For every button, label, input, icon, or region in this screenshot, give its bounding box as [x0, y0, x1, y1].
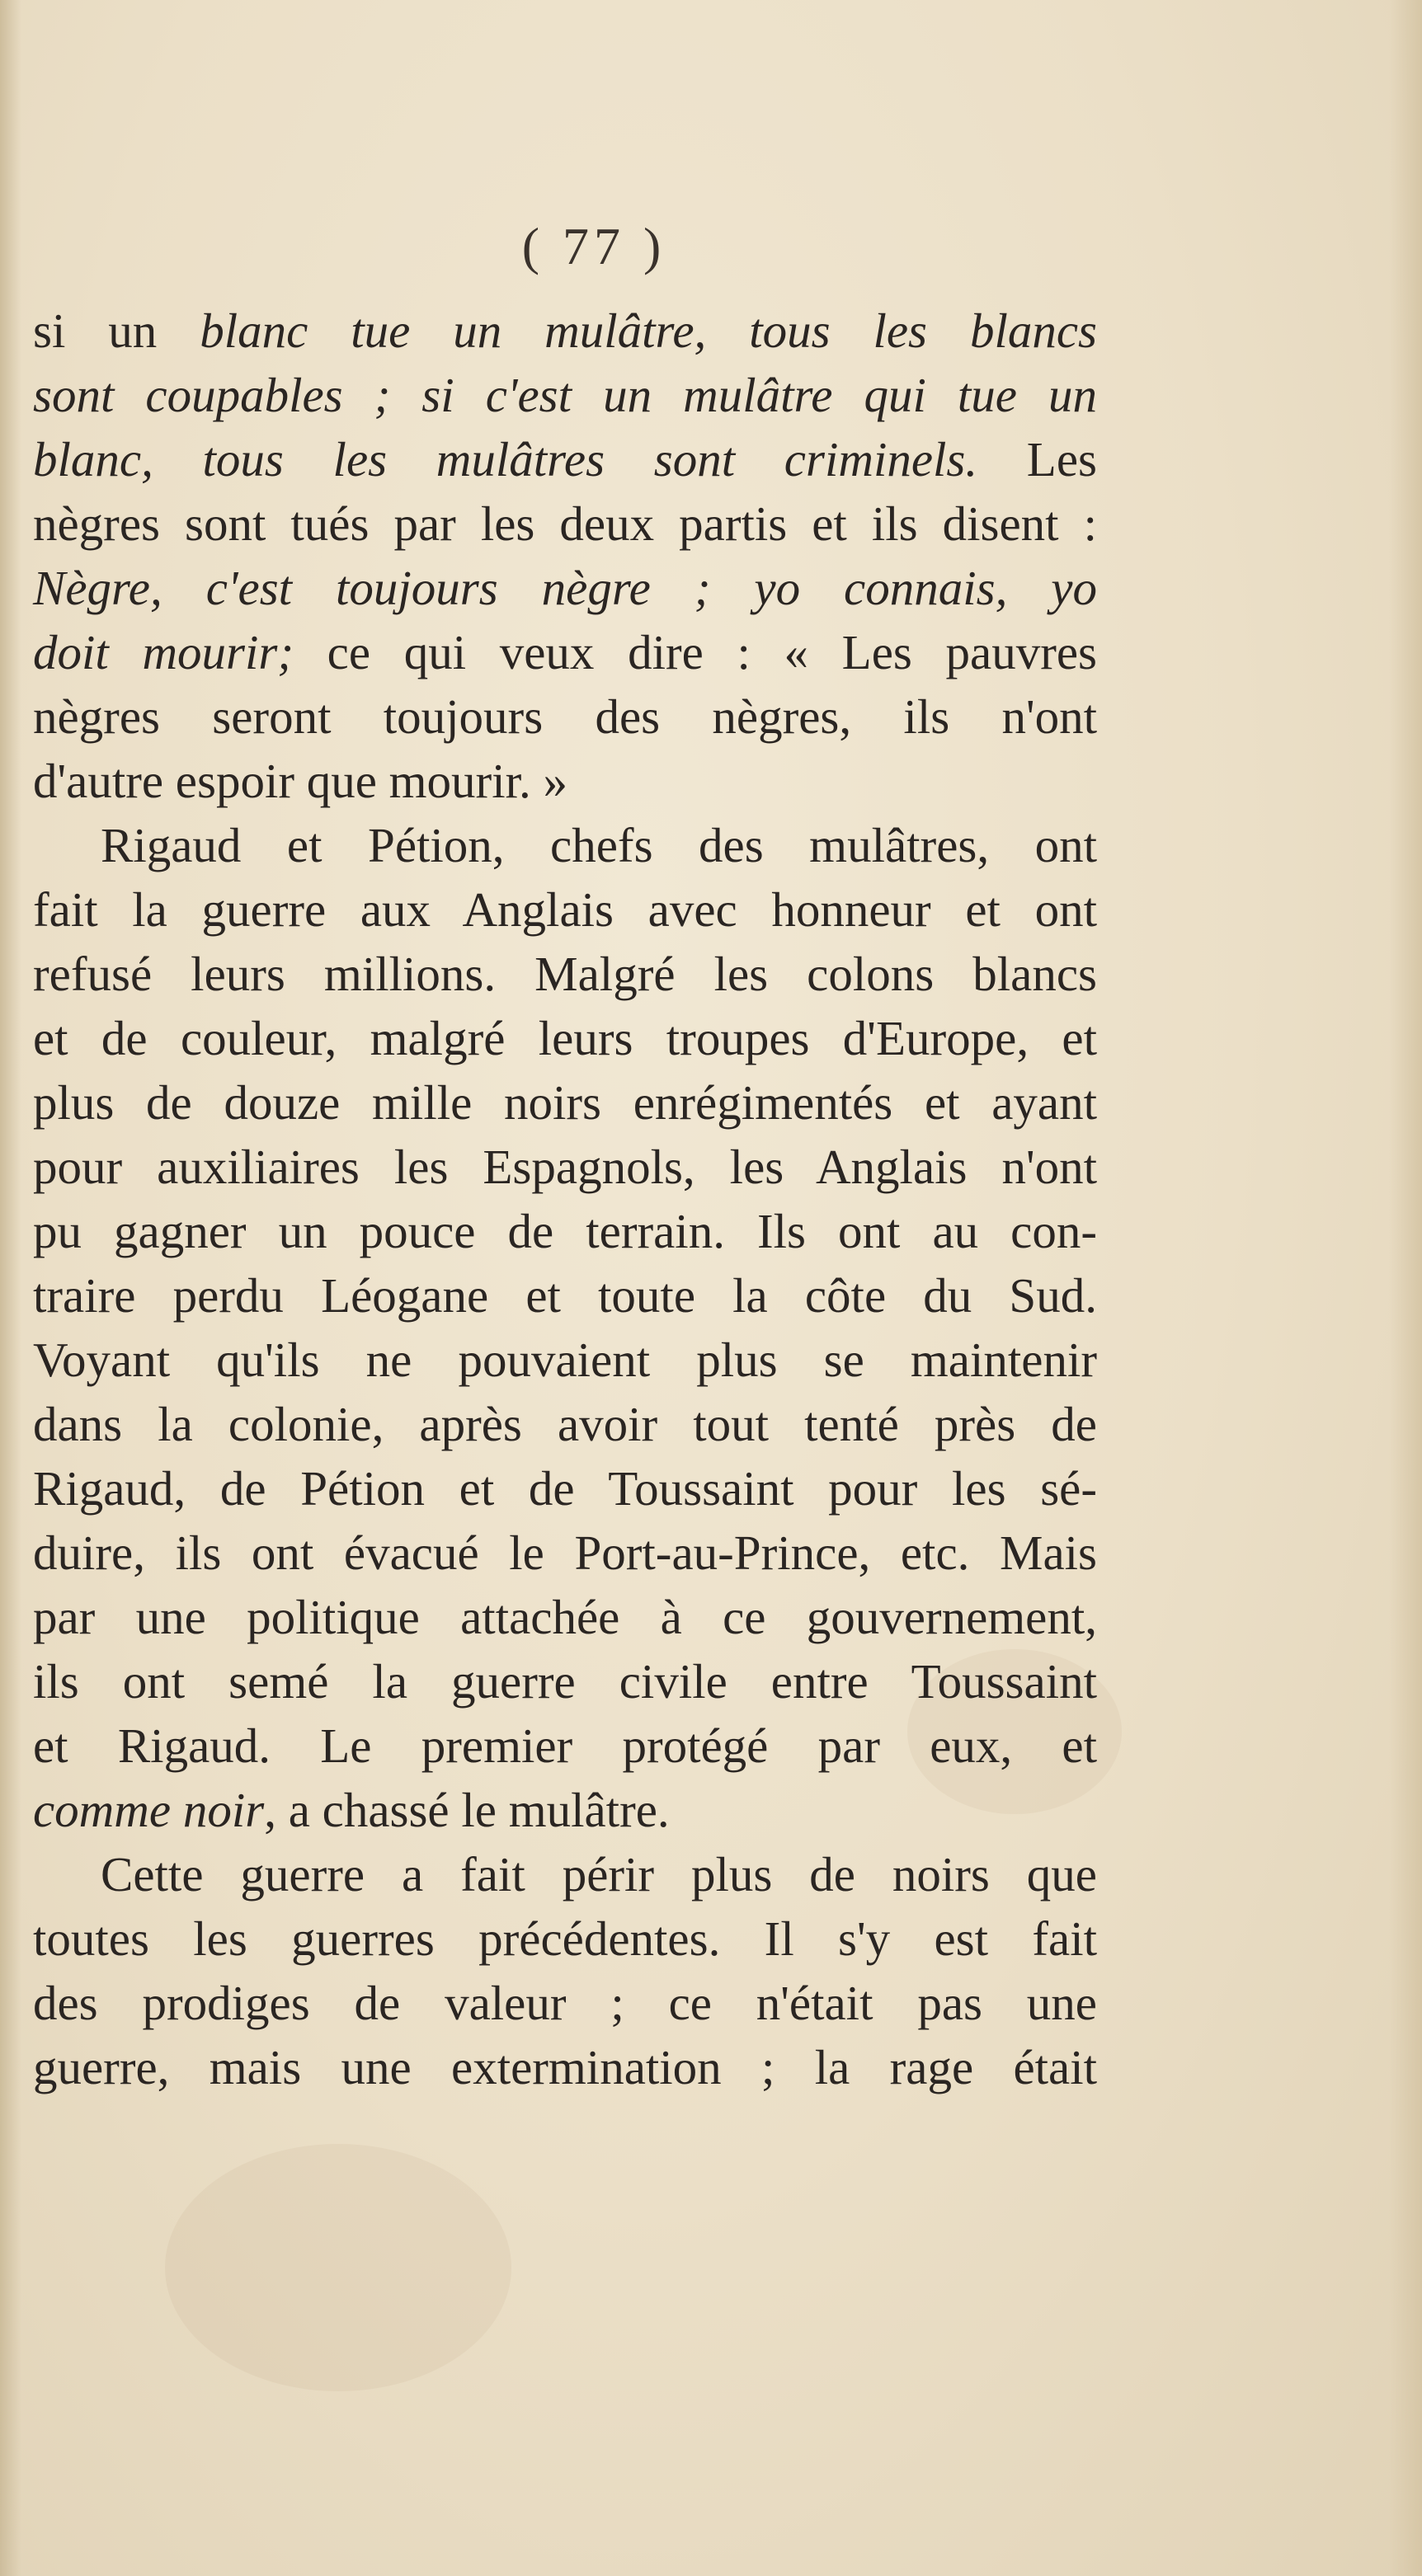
text-segment: ils ont semé la guerre civile entre Toussaint: [33, 1654, 1097, 1709]
text-line: [33, 1070, 1097, 1135]
text-line: [33, 1713, 1097, 1778]
text-segment: duire, ils ont évacué le Port-au-Prince, etc. Mais: [33, 1525, 1097, 1580]
text-segment: dans la colonie, après avoir tout tenté près de: [33, 1397, 1097, 1451]
text-segment: plus de douze mille noirs enrégimentés et ayant: [33, 1075, 1097, 1130]
text-segment: traire perdu Léogane et toute la côte du Sud.: [33, 1268, 1097, 1323]
text-line: [33, 2035, 1097, 2099]
text-line: [33, 298, 1097, 363]
page-edge-shadow: [1389, 0, 1422, 2576]
page-number: ( 77 ): [521, 217, 666, 275]
text-segment: toutes les guerres précédentes. Il s'y est fait: [33, 1911, 1097, 1966]
text-segment: si un: [33, 303, 200, 358]
text-line: [33, 749, 1097, 813]
text-line: [33, 1135, 1097, 1199]
text-segment: des prodiges de valeur ; ce n'était pas une: [33, 1976, 1097, 2030]
text-segment: Rigaud et Pétion, chefs des mulâtres, ont: [101, 818, 1097, 872]
text-line: [33, 427, 1097, 491]
text-segment: Cette guerre a fait périr plus de noirs que: [101, 1847, 1097, 1901]
text-segment: guerre, mais une extermination ; la rage était: [33, 2040, 1097, 2094]
text-segment: Les: [977, 432, 1097, 487]
text-line: [33, 1392, 1097, 1456]
text-segment: nègres sont tués par les deux partis et ils disent :: [33, 496, 1097, 551]
text-segment: pour auxiliaires les Espagnols, les Anglais n'ont: [33, 1140, 1097, 1194]
text-line: [33, 1199, 1097, 1263]
italic-text: blanc, tous les mulâtres sont criminels.: [33, 432, 978, 487]
body-text: [33, 298, 1097, 2099]
text-line: [33, 1328, 1097, 1392]
text-segment: fait la guerre aux Anglais avec honneur et ont: [33, 882, 1097, 937]
text-segment: refusé leurs millions. Malgré les colons blancs: [33, 947, 1097, 1001]
text-line: [33, 491, 1097, 556]
text-line: [33, 1778, 1097, 1842]
text-segment: par une politique attachée à ce gouvernement,: [33, 1590, 1097, 1644]
text-segment: , a chassé le mulâtre.: [264, 1783, 670, 1837]
text-line: [33, 684, 1097, 749]
italic-text: doit mourir;: [33, 625, 294, 679]
text-line: [33, 1585, 1097, 1649]
italic-text: comme noir: [33, 1783, 265, 1837]
text-line: [33, 1906, 1097, 1971]
italic-text: Nègre, c'est toujours nègre ; yo connais, yo: [33, 561, 1097, 615]
text-line: [33, 877, 1097, 942]
text-line: [33, 1521, 1097, 1585]
italic-text: blanc tue un mulâtre, tous les blancs: [200, 303, 1097, 358]
text-line: [33, 1649, 1097, 1713]
text-line: [33, 942, 1097, 1006]
paper-stain: [165, 2144, 511, 2391]
text-segment: Rigaud, de Pétion et de Toussaint pour les sé-: [33, 1461, 1097, 1516]
text-segment: d'autre espoir que mourir. »: [33, 754, 567, 808]
text-line: [33, 1971, 1097, 2035]
text-segment: pu gagner un pouce de terrain. Ils ont au con-: [33, 1204, 1097, 1258]
italic-text: sont coupables ; si c'est un mulâtre qui tue un: [33, 368, 1097, 422]
page-gutter-shadow: [0, 0, 21, 2576]
text-line: [33, 620, 1097, 684]
text-segment: et Rigaud. Le premier protégé par eux, et: [33, 1718, 1097, 1773]
text-line: [33, 1456, 1097, 1521]
text-line: [33, 1263, 1097, 1328]
text-line: [33, 813, 1097, 877]
text-line: [33, 556, 1097, 620]
text-segment: Voyant qu'ils ne pouvaient plus se maintenir: [33, 1333, 1097, 1387]
text-line: [33, 363, 1097, 427]
text-segment: et de couleur, malgré leurs troupes d'Europe, et: [33, 1011, 1097, 1065]
text-segment: nègres seront toujours des nègres, ils n'ont: [33, 689, 1097, 744]
text-line: [33, 1006, 1097, 1070]
text-line: [33, 1842, 1097, 1906]
text-segment: ce qui veux dire : « Les pauvres: [294, 625, 1097, 679]
